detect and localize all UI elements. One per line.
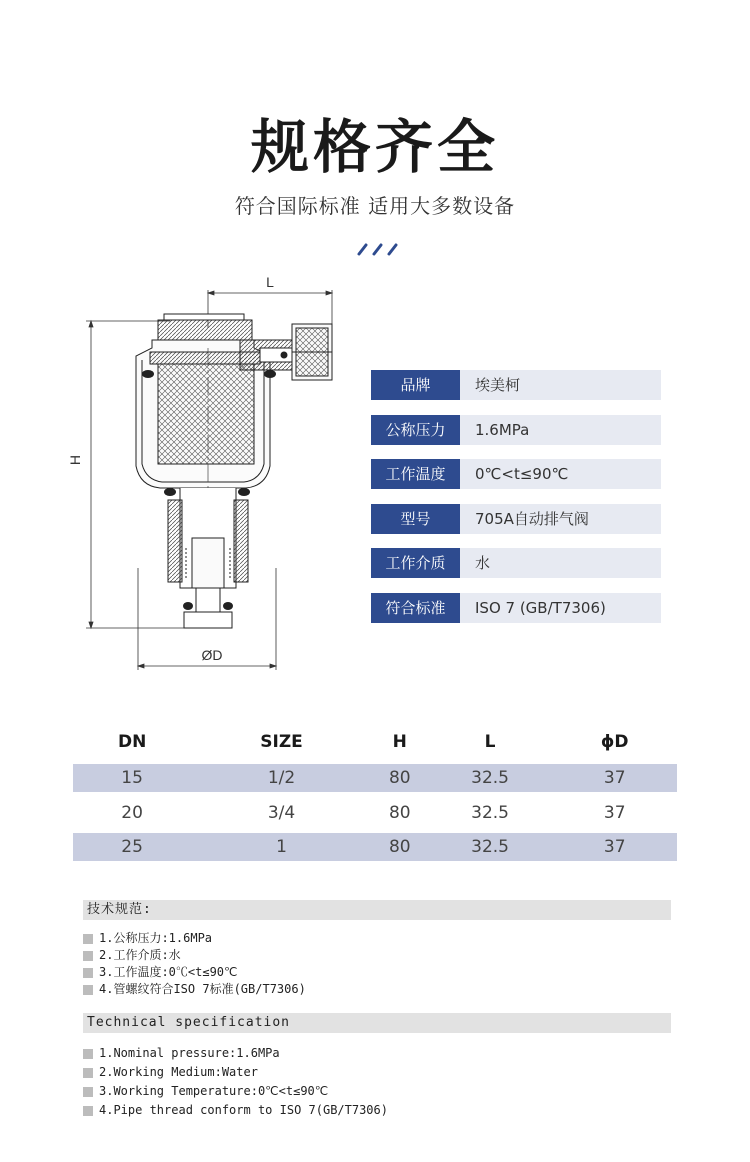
tech-spec-cn-heading: 技术规范: (83, 900, 671, 920)
label-l: L (266, 274, 274, 290)
dimension-table (73, 728, 677, 868)
table-cell: 20 (121, 802, 143, 823)
page-title: 规格齐全 (250, 113, 499, 181)
list-item (83, 1101, 643, 1120)
spec-value: 1.6MPa (475, 420, 530, 439)
table-cell: 32.5 (471, 802, 509, 823)
list-item-text: 4.Pipe thread conform to ISO 7(GB/T7306) (99, 1103, 388, 1117)
table-cell: 80 (388, 768, 411, 788)
tech-spec-cn-list (83, 930, 643, 998)
spec-label: 工作介质 (371, 548, 460, 578)
spec-value: 水 (475, 554, 491, 573)
table-cell: 32.5 (471, 837, 509, 857)
label-h: H (67, 454, 83, 466)
list-item (83, 1063, 643, 1082)
decorative-slashes-icon (355, 242, 405, 256)
table-cell: 1/2 (267, 768, 296, 788)
col-header: H (392, 732, 407, 752)
spec-label: 型号 (371, 504, 460, 534)
col-header: DN (117, 732, 147, 752)
valve-technical-drawing (60, 268, 360, 688)
table-row (73, 833, 677, 861)
table-cell: 1 (276, 837, 287, 857)
table-cell: 80 (388, 837, 411, 857)
list-item-text: 1.Nominal pressure:1.6MPa (99, 1046, 280, 1060)
table-cell: 3/4 (267, 802, 296, 823)
col-header: ϕD (600, 732, 629, 752)
list-item-text: 1.公称压力:1.6MPa (99, 931, 213, 945)
spec-table (371, 370, 661, 638)
tech-spec-en-heading: Technical specification (83, 1013, 671, 1033)
list-item (83, 947, 643, 964)
table-cell: 25 (121, 837, 143, 857)
bullet-square-icon (83, 951, 93, 961)
list-item-text: 3.Working Temperature:0℃<t≤90℃ (99, 1084, 329, 1098)
table-cell: 37 (603, 768, 626, 788)
list-item (83, 1082, 643, 1101)
table-row (73, 799, 677, 827)
spec-label: 工作温度 (371, 459, 460, 489)
spec-label: 品牌 (371, 370, 460, 400)
col-header: SIZE (260, 732, 303, 752)
spec-row-brand (371, 370, 661, 400)
bullet-square-icon (83, 968, 93, 978)
spec-value: 埃美柯 (475, 376, 521, 394)
bullet-square-icon (83, 985, 93, 995)
list-item-text: 3.工作温度:0℃<t≤90℃ (99, 965, 238, 979)
spec-row-temperature (371, 459, 661, 489)
list-item (83, 930, 643, 947)
spec-row-medium (371, 548, 661, 578)
spec-label: 符合标准 (371, 593, 460, 623)
spec-value: 705A自动排气阀 (475, 509, 589, 528)
list-item (83, 1044, 643, 1063)
spec-label: 公称压力 (371, 415, 460, 445)
float-mesh (158, 364, 254, 464)
list-item-text: 2.工作介质:水 (99, 948, 181, 962)
spec-row-model (371, 504, 661, 534)
list-item (83, 964, 643, 981)
page-subtitle: 符合国际标准 适用大多数设备 (234, 194, 516, 218)
bullet-square-icon (83, 1106, 93, 1116)
spec-row-standard (371, 593, 661, 623)
table-cell: 32.5 (471, 768, 509, 788)
dimension-table-header (73, 728, 677, 756)
table-cell: 37 (603, 802, 626, 823)
bullet-square-icon (83, 1087, 93, 1097)
spec-value: 0℃<t≤90℃ (475, 465, 569, 484)
spec-value: ISO 7 (GB/T7306) (475, 598, 606, 617)
list-item-text: 2.Working Medium:Water (99, 1065, 258, 1079)
bullet-square-icon (83, 934, 93, 944)
threaded-stem (168, 488, 248, 628)
tech-spec-en-list (83, 1044, 643, 1120)
list-item (83, 981, 643, 998)
col-header: L (484, 732, 496, 752)
table-cell: 15 (121, 768, 143, 788)
table-row (73, 764, 677, 792)
label-d: ØD (201, 647, 223, 663)
bullet-square-icon (83, 1049, 93, 1059)
bullet-square-icon (83, 1068, 93, 1078)
spec-row-pressure (371, 415, 661, 445)
table-cell: 37 (603, 837, 626, 857)
table-cell: 80 (388, 802, 411, 823)
list-item-text: 4.管螺纹符合ISO 7标准(GB/T7306) (99, 982, 306, 996)
